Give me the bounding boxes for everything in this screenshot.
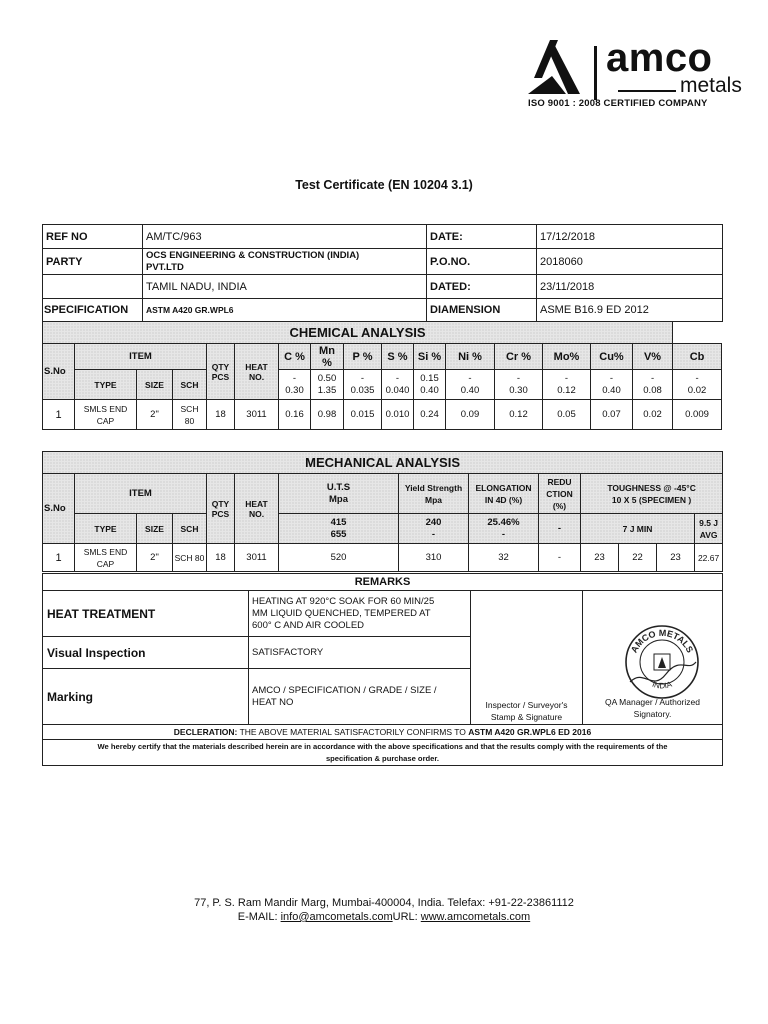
val-toughness-avg: 22.67 <box>695 544 723 572</box>
elongation-limits: 25.46% - <box>469 514 539 544</box>
type-header: TYPE <box>75 370 137 400</box>
email-label: E-MAIL: <box>237 911 281 923</box>
qty-header: QTY PCS <box>207 474 235 544</box>
declaration-spec: ASTM A420 GR.WPL6 ED 2016 <box>468 727 592 737</box>
row-heat: 3011 <box>235 544 279 572</box>
svg-text:INDIA: INDIA <box>650 679 674 691</box>
visual-inspection-label: Visual Inspection <box>43 637 249 669</box>
val-s: 0.010 <box>382 400 414 430</box>
size-header: SIZE <box>137 370 173 400</box>
row-qty: 18 <box>207 544 235 572</box>
val-cu: 0.07 <box>591 400 633 430</box>
val-toughness-1: 23 <box>581 544 619 572</box>
visual-inspection-value: SATISFACTORY <box>249 637 471 669</box>
website-link[interactable]: www.amcometals.com <box>420 911 531 923</box>
sch-header: SCH <box>173 370 207 400</box>
limit-ni: - 0.40 <box>446 370 495 400</box>
declaration <box>43 725 723 740</box>
row-sch: SCH 80 <box>173 544 207 572</box>
inspector-label-1: Inspector / Surveyor's <box>485 700 568 710</box>
row-size: 2" <box>137 544 173 572</box>
amco-logo-mark-icon <box>522 38 592 102</box>
ref-value: AM/TC/963 <box>143 225 427 249</box>
el-s: S % <box>382 344 414 370</box>
sno-header: S.No <box>43 344 75 400</box>
party-value <box>143 249 427 275</box>
limit-si: 0.15 0.40 <box>414 370 446 400</box>
val-p: 0.015 <box>344 400 382 430</box>
spec-label: SPECIFICATION <box>43 299 143 322</box>
date-label: DATE: <box>427 225 537 249</box>
limit-mn: 0.50 1.35 <box>311 370 344 400</box>
val-c: 0.16 <box>279 400 311 430</box>
remarks-table <box>42 573 723 766</box>
qty-header: QTY PCS <box>207 344 235 400</box>
val-mn: 0.98 <box>311 400 344 430</box>
certificate-title: Test Certificate (EN 10204 3.1) <box>295 178 473 192</box>
party-label: PARTY <box>43 249 143 275</box>
po-label: P.O.NO. <box>427 249 537 275</box>
row-type: SMLS END CAP <box>75 544 137 572</box>
marking-value: AMCO / SPECIFICATION / GRADE / SIZE / HEAT NO <box>249 669 471 725</box>
el-p: P % <box>344 344 382 370</box>
item-header: ITEM <box>75 344 207 370</box>
dated-label: DATED: <box>427 275 537 299</box>
chemical-analysis-table <box>42 321 722 430</box>
company-seal-stamp-icon <box>622 622 702 702</box>
toughness-min: 7 J MIN <box>581 514 695 544</box>
limit-cb: - 0.02 <box>673 370 722 400</box>
uts-limits: 415 655 <box>279 514 399 544</box>
val-mo: 0.05 <box>543 400 591 430</box>
footer-contact <box>0 911 768 923</box>
footer-address: 77, P. S. Ram Mandir Marg, Mumbai-400004, India. Telefax: +91-22-23861112 <box>194 897 574 909</box>
logo-rule <box>618 90 676 92</box>
limit-cu: - 0.40 <box>591 370 633 400</box>
el-cb: Cb <box>673 344 722 370</box>
url-label: URL: <box>392 911 421 923</box>
row-sno: 1 <box>43 544 75 572</box>
iso-certification: ISO 9001 : 2008 CERTIFIED COMPANY <box>528 98 708 109</box>
el-cr: Cr % <box>495 344 543 370</box>
size-header: SIZE <box>137 514 173 544</box>
heat-header: HEAT NO. <box>235 474 279 544</box>
qa-label-1: QA Manager / Authorized <box>605 697 700 707</box>
val-v: 0.02 <box>633 400 673 430</box>
dim-value: ASME B16.9 ED 2012 <box>537 299 723 322</box>
val-yield: 310 <box>399 544 469 572</box>
po-value: 2018060 <box>537 249 723 275</box>
limit-s: - 0.040 <box>382 370 414 400</box>
party-line-1: OCS ENGINEERING & CONSTRUCTION (INDIA) <box>146 249 360 261</box>
row-size: 2" <box>137 400 173 430</box>
dated-value: 23/11/2018 <box>537 275 723 299</box>
svg-text:AMCO METALS: AMCO METALS <box>628 627 696 655</box>
val-ni: 0.09 <box>446 400 495 430</box>
logo-divider <box>594 46 597 100</box>
yield-limits: 240 - <box>399 514 469 544</box>
date-value: 17/12/2018 <box>537 225 723 249</box>
el-mn: Mn % <box>311 344 344 370</box>
table-row <box>43 544 723 572</box>
val-toughness-2: 22 <box>619 544 657 572</box>
reduction-limits: - <box>539 514 581 544</box>
certification-statement: We hereby certify that the materials described herein are in accordance with the above specifications and that the results comply with the requirements of the specification & purchase order. <box>43 740 723 766</box>
row-sno: 1 <box>43 400 75 430</box>
reduction-header: REDU CTION (%) <box>539 474 581 514</box>
ref-label: REF NO <box>43 225 143 249</box>
logo-sub: metals <box>680 74 742 97</box>
val-elongation: 32 <box>469 544 539 572</box>
party-line-2: PVT.LTD <box>146 261 184 273</box>
blank-cell <box>43 275 143 299</box>
marking-label: Marking <box>43 669 249 725</box>
limit-v: - 0.08 <box>633 370 673 400</box>
header-table <box>42 224 723 322</box>
row-heat: 3011 <box>235 400 279 430</box>
row-sch: SCH 80 <box>173 400 207 430</box>
val-uts: 520 <box>279 544 399 572</box>
spec-value: ASTM A420 GR.WPL6 <box>143 299 427 322</box>
yield-header: Yield Strength Mpa <box>399 474 469 514</box>
val-cr: 0.12 <box>495 400 543 430</box>
limit-p: - 0.035 <box>344 370 382 400</box>
mechanical-analysis-table <box>42 451 723 572</box>
inspector-signature-box <box>471 591 583 725</box>
remarks-title: REMARKS <box>43 574 723 591</box>
el-cu: Cu% <box>591 344 633 370</box>
val-cb: 0.009 <box>673 400 722 430</box>
dim-label: DIAMENSION <box>427 299 537 322</box>
heat-treatment-label: HEAT TREATMENT <box>43 591 249 637</box>
inspector-label-2: Stamp & Signature <box>490 712 563 722</box>
table-row <box>43 400 722 430</box>
limit-cr: - 0.30 <box>495 370 543 400</box>
mechanical-analysis-title: MECHANICAL ANALYSIS <box>43 452 723 474</box>
sno-header: S.No <box>43 474 75 544</box>
val-si: 0.24 <box>414 400 446 430</box>
logo-brand: amco <box>606 36 713 80</box>
item-header: ITEM <box>75 474 207 514</box>
party-line-3: TAMIL NADU, INDIA <box>143 275 427 299</box>
chemical-analysis-title: CHEMICAL ANALYSIS <box>43 322 673 344</box>
row-qty: 18 <box>207 400 235 430</box>
limit-mo: - 0.12 <box>543 370 591 400</box>
sch-header: SCH <box>173 514 207 544</box>
val-reduction: - <box>539 544 581 572</box>
toughness-header: TOUGHNESS @ -45°C 10 X 5 (SPECIMEN ) <box>581 474 723 514</box>
el-c: C % <box>279 344 311 370</box>
heat-treatment-value: HEATING AT 920°C SOAK FOR 60 MIN/25 MM LIQUID QUENCHED, TEMPERED AT 600° C AND AIR COOLED <box>249 591 471 637</box>
toughness-avg-limit: 9.5 J AVG <box>695 514 723 544</box>
el-v: V% <box>633 344 673 370</box>
declaration-text: THE ABOVE MATERIAL SATISFACTORILY CONFIRMS TO <box>237 727 469 737</box>
uts-header: U.T.S Mpa <box>279 474 399 514</box>
limit-c: - 0.30 <box>279 370 311 400</box>
val-toughness-3: 23 <box>657 544 695 572</box>
el-si: Si % <box>414 344 446 370</box>
company-logo <box>522 38 742 118</box>
heat-header: HEAT NO. <box>235 344 279 400</box>
elongation-header: ELONGATION IN 4D (%) <box>469 474 539 514</box>
el-ni: Ni % <box>446 344 495 370</box>
row-type: SMLS END CAP <box>75 400 137 430</box>
email-link[interactable]: info@amcometals.com <box>280 911 393 923</box>
type-header: TYPE <box>75 514 137 544</box>
el-mo: Mo% <box>543 344 591 370</box>
declaration-label: DECLERATION: <box>173 727 238 737</box>
qa-label-2: Signatory. <box>633 709 672 719</box>
